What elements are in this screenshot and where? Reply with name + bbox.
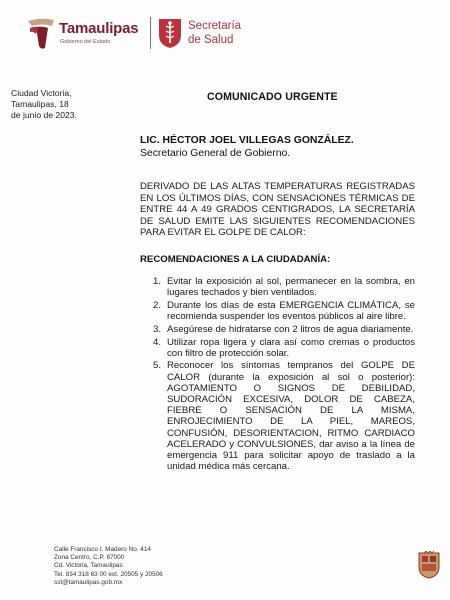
list-item: [153, 337, 415, 359]
intro-paragraph: DERIVADO DE LAS ALTAS TEMPERATURAS REGISTRADAS EN LOS ÚLTIMOS DÍAS, CON SENSACIONES TÉRMICAS DE ENTRE 44 A 49 GRADOS CENTIGRADOS, LA SECRETARÍA DE SALUD EMITE LAS SIGUIENTES RECOMENDACIONES PARA EVITAR EL GOLPE DE CALOR:: [140, 181, 415, 239]
item-text: Utilizar ropa ligera y clara así como cremas o productos con filtro de protección solar.: [167, 336, 415, 359]
footer-email: sst@tamaulipas.gob.mx: [54, 578, 123, 586]
item-number: 4.: [153, 336, 162, 348]
item-text: Evitar la exposición al sol, permanecer en la sombra, en lugares techados y bien ventilados.: [167, 276, 415, 299]
secretaria-line1: Secretaría: [188, 20, 242, 32]
item-text: Asegúrese de hidratarse con 2 litros de agua diariamente.: [167, 323, 414, 335]
addressee-block: [140, 135, 354, 159]
tamaulipas-logo: [26, 14, 148, 54]
location-line1: Ciudad Victoria,: [11, 88, 72, 98]
addressee-name: LIC. HÉCTOR JOEL VILLEGAS GONZÁLEZ.: [140, 135, 354, 146]
item-number: 2.: [153, 299, 162, 311]
footer-line3: Cd. Victoria, Tamaulipas: [54, 562, 123, 570]
item-text: Reconocer los síntomas tempranos del GOLPE DE CALOR (durante la exposición al sol o posterior): AGOTAMIENTO O SIGNOS DE DEBILIDAD, SUDORACIÓN EXCESIVA, DOLOR DE CABEZA, FIEBRE O SENSACIÓN DE LA MISMA, ENROJECIMIENTO DE LA PIEL, MAREOS, CONFUSIÓN, DESORIENTACION, RITMO CARDIACO ACELERADO y CONVULSIONES, dar aviso a la línea de emergencia 911 para solicitar apoyo de traslado a la unidad médica más cercana.: [167, 360, 415, 473]
footer-address: [54, 546, 163, 587]
item-number: 3.: [153, 323, 162, 335]
footer-line1: Calle Francisco I. Madero No. 414: [54, 546, 151, 553]
secretaria-line2: de Salud: [188, 34, 234, 46]
addressee-role: Secretario General de Gobierno.: [140, 148, 291, 159]
tamaulipas-logo-icon: [26, 16, 56, 50]
list-item: [153, 276, 415, 298]
recommendations-list: [153, 276, 415, 474]
secretaria-salud-logo-icon: [157, 17, 183, 49]
secretaria-salud-logo: [157, 15, 297, 55]
footer-line4: Tel. 834 318 63 00 ext. 20505 y 20506: [54, 570, 163, 578]
tamaulipas-wordmark: Tamaulipas: [59, 20, 139, 37]
item-number: 1.: [153, 276, 162, 287]
tamaulipas-subtitle: Gobierno del Estado: [60, 39, 111, 45]
list-item: [153, 300, 415, 322]
recommendations-heading: RECOMENDACIONES A LA CIUDADANÍA:: [140, 254, 331, 265]
list-item: [153, 360, 415, 472]
item-text: Durante los días de esta EMERGENCIA CLIMÁTICA, se recomienda suspender los eventos públicos al aire libre.: [167, 299, 415, 323]
location-line3: de junio de 2023.: [11, 110, 77, 121]
location-date: [11, 88, 91, 122]
state-seal-icon: [418, 551, 440, 579]
header-divider: [150, 17, 151, 49]
footer-line2: Zona Centro, C.P. 87000: [54, 554, 125, 562]
item-number: 5.: [153, 360, 162, 372]
document-title: COMUNICADO URGENTE: [207, 91, 338, 103]
location-line2: Tamaulipas, 18: [11, 99, 69, 110]
list-item: [153, 324, 415, 335]
